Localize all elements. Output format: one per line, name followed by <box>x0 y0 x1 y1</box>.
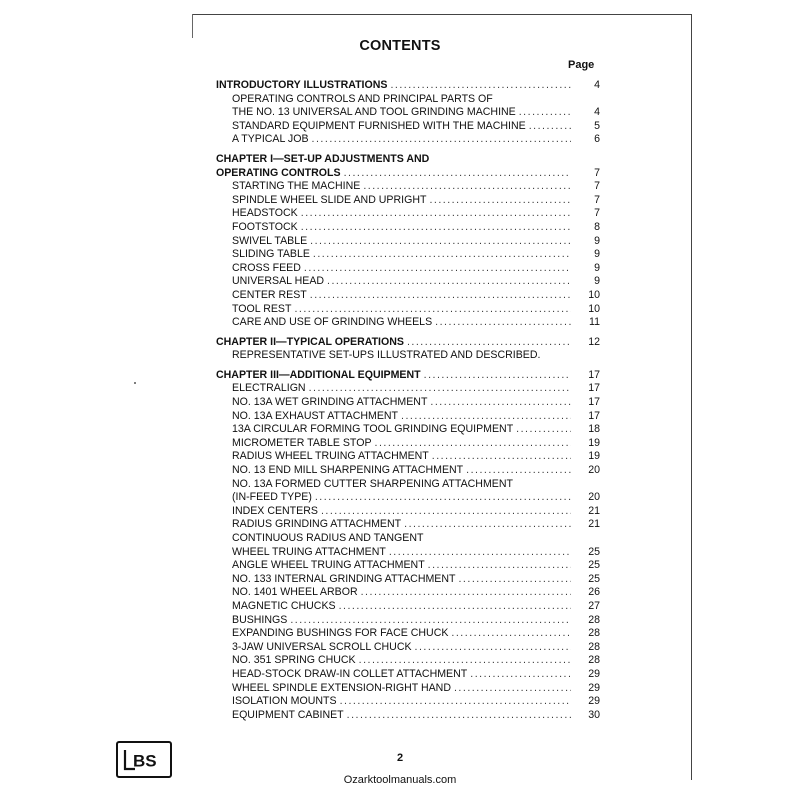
toc-entry <box>216 437 600 451</box>
toc-page-number: 11 <box>589 316 600 329</box>
dot-leader <box>301 221 571 235</box>
toc-chapter-heading <box>216 336 600 350</box>
toc-entry <box>216 654 600 668</box>
toc-page-number: 26 <box>588 586 600 599</box>
dot-leader <box>407 336 571 350</box>
dot-leader <box>310 235 571 249</box>
toc-entry <box>216 491 600 505</box>
toc-entry-title: CARE AND USE OF GRINDING WHEELS <box>232 316 433 329</box>
toc-entry-title: INTRODUCTORY ILLUSTRATIONS <box>216 79 388 91</box>
toc-page-number: 21 <box>588 518 600 531</box>
toc-entry-title: CONTINUOUS RADIUS AND TANGENT <box>232 532 424 544</box>
toc-entry-title: INDEX CENTERS <box>232 504 318 517</box>
dot-leader <box>432 450 571 464</box>
toc-entry-title: MAGNETIC CHUCKS <box>232 599 336 612</box>
toc-entry <box>216 546 600 560</box>
toc-entry-title: NO. 13 END MILL SHARPENING ATTACHMENT <box>232 464 464 477</box>
dot-leader <box>458 573 571 587</box>
toc-section <box>216 369 600 722</box>
stray-mark <box>134 382 136 384</box>
dot-leader <box>451 627 571 641</box>
toc-page-number: 6 <box>594 133 600 146</box>
toc-entry-title: STANDARD EQUIPMENT FURNISHED WITH THE MACHINE <box>232 119 526 132</box>
dot-leader <box>519 106 571 120</box>
toc-entry-title: WHEEL TRUING ATTACHMENT <box>232 545 386 558</box>
toc-entry-title: NO. 13A EXHAUST ATTACHMENT <box>232 409 399 422</box>
toc-entry <box>216 627 600 641</box>
toc-page-number: 20 <box>588 491 600 504</box>
toc-page-number: 19 <box>588 436 600 449</box>
toc-page-number: 8 <box>594 220 600 233</box>
toc-entry-title: RADIUS GRINDING ATTACHMENT <box>232 518 402 531</box>
toc-entry-title: NO. 133 INTERNAL GRINDING ATTACHMENT <box>232 572 456 585</box>
dot-leader <box>359 654 571 668</box>
toc-entry <box>216 289 600 303</box>
toc-entry <box>216 682 600 696</box>
table-of-contents <box>216 79 600 728</box>
toc-entry-title: FOOTSTOCK <box>232 220 298 233</box>
toc-entry-title: CROSS FEED <box>232 261 301 274</box>
toc-page-number: 7 <box>594 166 600 179</box>
page-title: CONTENTS <box>359 38 441 54</box>
toc-entry-title: OPERATING CONTROLS AND PRINCIPAL PARTS OF <box>232 92 493 105</box>
dot-leader <box>294 303 571 317</box>
dot-leader <box>290 614 571 628</box>
toc-entry <box>216 505 600 519</box>
dot-leader <box>401 410 571 424</box>
toc-entry-title: CENTER REST <box>232 288 307 301</box>
toc-page-number: 29 <box>588 667 600 680</box>
toc-page-number: 17 <box>588 396 600 409</box>
toc-entry <box>216 709 600 723</box>
toc-chapter-heading <box>216 153 600 167</box>
toc-entry <box>216 586 600 600</box>
toc-entry <box>216 133 600 147</box>
dot-leader <box>529 120 571 134</box>
toc-entry <box>216 180 600 194</box>
toc-page-number: 18 <box>588 423 600 436</box>
toc-entry-title: ISOLATION MOUNTS <box>232 695 337 708</box>
dot-leader <box>327 275 571 289</box>
toc-page-number: 20 <box>588 464 600 477</box>
toc-entry-title: WHEEL SPINDLE EXTENSION-RIGHT HAND <box>232 681 451 694</box>
toc-page-number: 27 <box>588 599 600 612</box>
toc-entry-title: CHAPTER II—TYPICAL OPERATIONS <box>216 335 404 348</box>
toc-page-number: 4 <box>594 106 600 119</box>
dot-leader <box>313 248 571 262</box>
toc-entry <box>216 410 600 424</box>
dot-leader <box>466 464 571 478</box>
toc-entry <box>216 668 600 682</box>
dot-leader <box>390 79 571 93</box>
toc-page-number: 17 <box>588 382 600 395</box>
dot-leader <box>470 668 571 682</box>
toc-entry <box>216 518 600 532</box>
toc-page-number: 9 <box>594 261 600 274</box>
toc-page-number: 28 <box>588 640 600 653</box>
dot-leader <box>301 207 571 221</box>
dot-leader <box>516 423 571 437</box>
toc-entry-title: SPINDLE WHEEL SLIDE AND UPRIGHT <box>232 193 427 206</box>
toc-entry-title: ANGLE WHEEL TRUING ATTACHMENT <box>232 559 425 572</box>
toc-chapter-heading <box>216 369 600 383</box>
toc-entry <box>216 106 600 120</box>
toc-page-number: 29 <box>588 695 600 708</box>
toc-entry <box>216 93 600 107</box>
dot-leader <box>347 709 571 723</box>
toc-entry-title: MICROMETER TABLE STOP <box>232 436 372 449</box>
toc-entry <box>216 478 600 492</box>
toc-entry-title: UNIVERSAL HEAD <box>232 275 325 288</box>
toc-entry <box>216 695 600 709</box>
toc-entry <box>216 303 600 317</box>
toc-entry <box>216 559 600 573</box>
toc-entry <box>216 641 600 655</box>
dot-leader <box>435 316 571 330</box>
dot-leader <box>429 194 571 208</box>
toc-page-number: 28 <box>588 654 600 667</box>
toc-entry <box>216 349 600 363</box>
toc-page-number: 28 <box>588 613 600 626</box>
toc-page-number: 28 <box>588 627 600 640</box>
toc-entry-title: SLIDING TABLE <box>232 248 310 261</box>
toc-page-number: 9 <box>594 275 600 288</box>
toc-page-number: 12 <box>588 335 600 348</box>
toc-page-number: 29 <box>588 681 600 694</box>
dot-leader <box>361 586 571 600</box>
toc-entry-title: (IN-FEED TYPE) <box>232 491 312 504</box>
footer-site: Ozarktoolmanuals.com <box>343 774 457 786</box>
dot-leader <box>310 289 571 303</box>
page-edge-right <box>691 14 692 780</box>
toc-page-number: 9 <box>594 234 600 247</box>
toc-entry-title: NO. 1401 WHEEL ARBOR <box>232 586 358 599</box>
toc-entry <box>216 248 600 262</box>
toc-page-number: 30 <box>588 708 600 721</box>
toc-page-number: 9 <box>594 248 600 261</box>
toc-entry-title: 13A CIRCULAR FORMING TOOL GRINDING EQUIPMENT <box>232 423 514 436</box>
toc-entry <box>216 221 600 235</box>
dot-leader <box>428 559 571 573</box>
page-column-label: Page <box>568 59 595 71</box>
page-number: 2 <box>396 752 404 764</box>
dot-leader <box>430 396 571 410</box>
dot-leader <box>404 518 571 532</box>
toc-chapter-heading <box>216 79 600 93</box>
dot-leader <box>424 369 571 383</box>
toc-page-number: 19 <box>588 450 600 463</box>
toc-entry-title: EXPANDING BUSHINGS FOR FACE CHUCK <box>232 627 449 640</box>
toc-entry-title: NO. 13A WET GRINDING ATTACHMENT <box>232 396 428 409</box>
dot-leader <box>389 546 571 560</box>
dot-leader <box>315 491 571 505</box>
toc-page-number: 7 <box>594 180 600 193</box>
dot-leader <box>363 180 571 194</box>
toc-page-number: 5 <box>594 119 600 132</box>
toc-entry <box>216 262 600 276</box>
toc-page-number: 10 <box>588 288 600 301</box>
toc-page-number: 25 <box>588 572 600 585</box>
toc-entry <box>216 207 600 221</box>
toc-entry <box>216 614 600 628</box>
page-edge-left <box>192 14 193 38</box>
toc-entry <box>216 235 600 249</box>
toc-entry-title: A TYPICAL JOB <box>232 133 309 146</box>
dot-leader <box>454 682 571 696</box>
dot-leader <box>321 505 571 519</box>
toc-entry <box>216 450 600 464</box>
toc-page-number: 17 <box>588 409 600 422</box>
toc-entry <box>216 396 600 410</box>
toc-section <box>216 336 600 363</box>
toc-page-number: 7 <box>594 193 600 206</box>
toc-page-number: 4 <box>594 79 600 91</box>
page-edge-top <box>192 14 692 15</box>
dot-leader <box>304 262 571 276</box>
toc-entry <box>216 275 600 289</box>
toc-entry <box>216 316 600 330</box>
toc-entry-title: THE NO. 13 UNIVERSAL AND TOOL GRINDING MACHINE <box>232 106 516 119</box>
toc-entry <box>216 194 600 208</box>
toc-page-number: 7 <box>594 207 600 220</box>
dot-leader <box>309 382 571 396</box>
toc-entry <box>216 120 600 134</box>
toc-entry <box>216 464 600 478</box>
toc-entry-title: TOOL REST <box>232 302 292 315</box>
toc-entry-title: ELECTRALIGN <box>232 382 306 395</box>
toc-entry-title: OPERATING CONTROLS <box>216 166 341 179</box>
toc-entry-title: STARTING THE MACHINE <box>232 180 361 193</box>
dot-leader <box>415 641 571 655</box>
toc-section <box>216 79 600 147</box>
dot-leader <box>340 695 571 709</box>
toc-page-number: 21 <box>588 504 600 517</box>
toc-chapter-heading <box>216 167 600 181</box>
toc-entry-title: HEADSTOCK <box>232 207 298 220</box>
toc-entry-title: EQUIPMENT CABINET <box>232 708 344 721</box>
toc-entry-title: REPRESENTATIVE SET-UPS ILLUSTRATED AND DESCRIBED. <box>232 349 541 362</box>
toc-section <box>216 153 600 330</box>
toc-entry-title: BUSHINGS <box>232 613 288 626</box>
toc-entry <box>216 600 600 614</box>
toc-page-number: 25 <box>588 545 600 558</box>
logo-text: BS <box>133 751 157 770</box>
dot-leader <box>339 600 571 614</box>
toc-entry <box>216 573 600 587</box>
dot-leader <box>312 133 571 147</box>
toc-entry-title: NO. 351 SPRING CHUCK <box>232 654 356 667</box>
dot-leader <box>344 167 571 181</box>
toc-entry-title: HEAD-STOCK DRAW-IN COLLET ATTACHMENT <box>232 667 468 680</box>
toc-entry-title: NO. 13A FORMED CUTTER SHARPENING ATTACHMENT <box>232 477 513 490</box>
toc-entry-title: 3-JAW UNIVERSAL SCROLL CHUCK <box>232 640 412 653</box>
dot-leader <box>375 437 571 451</box>
toc-page-number: 17 <box>588 368 600 381</box>
toc-entry-title: CHAPTER III—ADDITIONAL EQUIPMENT <box>216 368 421 381</box>
toc-entry <box>216 382 600 396</box>
toc-entry <box>216 423 600 437</box>
toc-entry <box>216 532 600 546</box>
toc-entry-title: SWIVEL TABLE <box>232 234 308 247</box>
toc-page-number: 10 <box>588 302 600 315</box>
toc-page-number: 25 <box>588 559 600 572</box>
toc-entry-title: RADIUS WHEEL TRUING ATTACHMENT <box>232 450 429 463</box>
toc-entry-title: CHAPTER I—SET-UP ADJUSTMENTS AND <box>216 152 430 165</box>
